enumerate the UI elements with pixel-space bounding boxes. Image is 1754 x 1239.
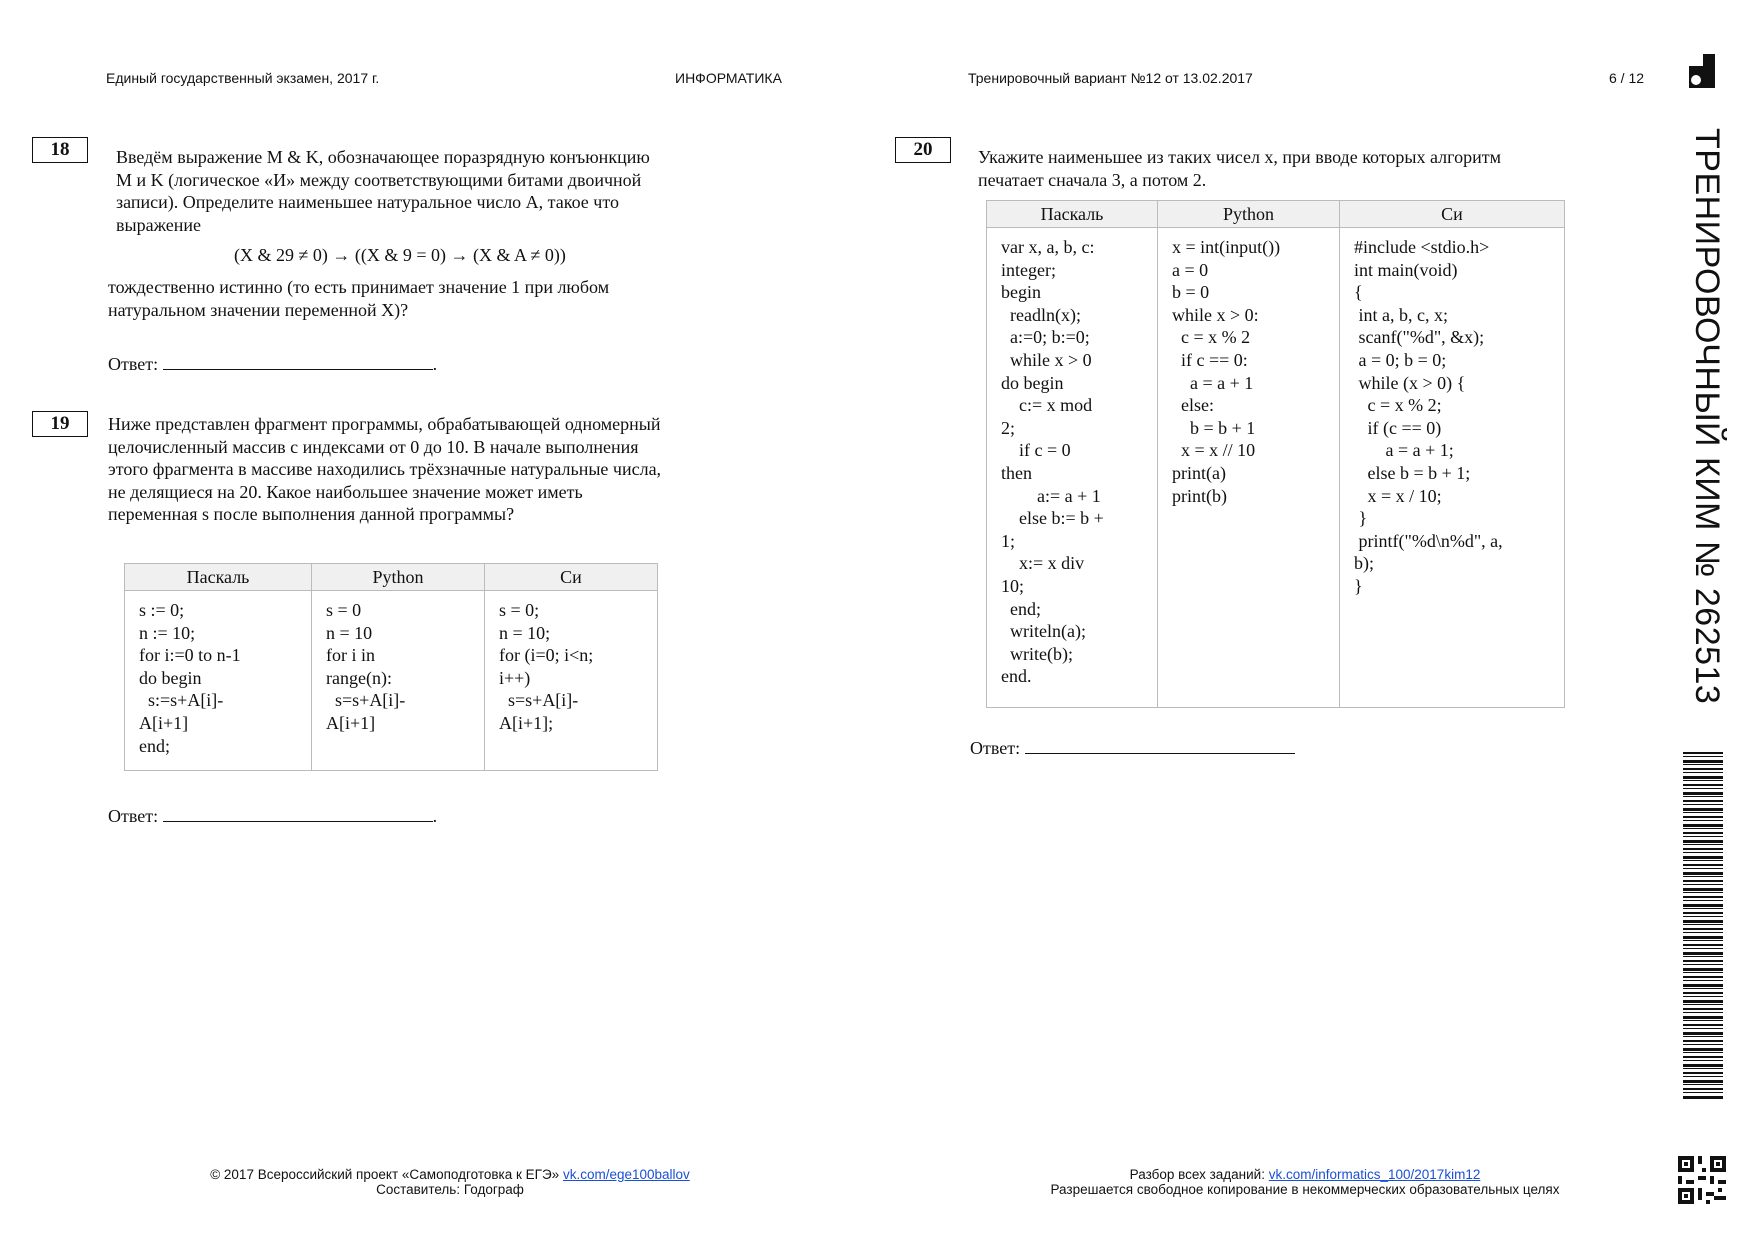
task-20-code-table [986,200,1565,708]
code-cell-python: x = int(input()) a = 0 b = 0 while x > 0: c = x % 2 if c == 0: a = a + 1 else: b = b + 1 x = x // 10 print(a) print(b) [1158,228,1340,708]
exam-logo-icon [1689,54,1715,88]
task-18-text: Введём выражение M & K, обозначающее поразрядную конъюнкцию M и K (логическое «И» между соответствующими битами двоичной записи). Определите наименьшее натуральное число A, такое что выражение [116,147,650,235]
task-18-formula: (X & 29 ≠ 0) → ((X & 9 = 0) → (X & A ≠ 0)) [234,245,566,265]
footer-right: Разбор всех заданий: vk.com/informatics_100/2017kim12 Разрешается свободное копирование в некоммерческих образовательных целях [1000,1167,1610,1197]
task-19-code-table [124,563,658,771]
task-18-answer: Ответ: . [108,351,437,375]
side-title: ТРЕНИРОВОЧНЫЙ КИМ № 262513 [1688,128,1726,705]
task-18-number: 18 [32,137,88,163]
task-18-answer-field[interactable] [163,351,433,370]
footer-vk-link[interactable]: vk.com/ege100ballov [562,1167,690,1182]
footer-copy-notice: Разрешается свободное копирование в некоммерческих образовательных целях [1050,1182,1560,1197]
header-subject: ИНФОРМАТИКА [675,70,782,86]
footer-solutions-link[interactable]: vk.com/informatics_100/2017kim12 [1268,1167,1481,1182]
task-19-number: 19 [32,411,88,437]
code-cell-c: #include <stdio.h> int main(void) { int a, b, c, x; scanf("%d", &x); a = 0; b = 0; while (x > 0) { c = x % 2; if (c == 0) a = a + 1; else b = b + 1; x = x / 10; } printf("%d\n%d", a, b); } [1340,228,1565,708]
code-cell-c: s = 0; n = 10; for (i=0; i<n; i++) s=s+A[i]- A[i+1]; [485,591,658,771]
column-header-c: Си [485,564,658,591]
barcode-image [1683,752,1723,1100]
code-cell-pascal: s := 0; n := 10; for i:=0 to n-1 do begin s:=s+A[i]- A[i+1] end; [125,591,312,771]
column-header-python: Python [312,564,485,591]
task-19-text: Ниже представлен фрагмент программы, обрабатывающей одномерный целочисленный массив с индексами от 0 до 10. В начале выполнения этого фрагмента в массиве находились трёхзначные натуральные числа, не делящиеся на 20. Какое наибольшее значение может иметь переменная s после выполнения данной программы? [108,414,662,524]
task-20-answer: Ответ: [970,735,1295,759]
footer-author: Составитель: Годограф [376,1182,524,1197]
task-19-answer: Ответ: . [108,803,437,827]
task-18-text-continued: тождественно истинно (то есть принимает значение 1 при любом натуральном значении переменной X)? [108,277,610,320]
column-header-c: Си [1340,201,1565,228]
task-19-answer-field[interactable] [163,803,433,822]
task-20-number: 20 [895,137,951,163]
code-cell-python: s = 0 n = 10 for i in range(n): s=s+A[i]- A[i+1] [312,591,485,771]
footer-left: © 2017 Всероссийский проект «Самоподготовка к ЕГЭ» vk.com/ege100ballov Составитель: Годограф [150,1167,750,1197]
task-20-answer-field[interactable] [1025,735,1295,754]
qr-code-image [1678,1156,1726,1204]
code-cell-pascal: var x, a, b, c: integer; begin readln(x); a:=0; b:=0; while x > 0 do begin c:= x mod 2; if c = 0 then a:= a + 1 else b:= b + 1; x:= x div 10; end; writeln(a); write(b); end. [987,228,1158,708]
header-exam-title: Единый государственный экзамен, 2017 г. [106,70,380,86]
header-variant: Тренировочный вариант №12 от 13.02.2017 [968,70,1253,86]
column-header-python: Python [1158,201,1340,228]
column-header-pascal: Паскаль [987,201,1158,228]
column-header-pascal: Паскаль [125,564,312,591]
header-page-number: 6 / 12 [1609,70,1645,86]
task-20-text: Укажите наименьшее из таких чисел x, при вводе которых алгоритм печатает сначала 3, а потом 2. [978,147,1501,190]
